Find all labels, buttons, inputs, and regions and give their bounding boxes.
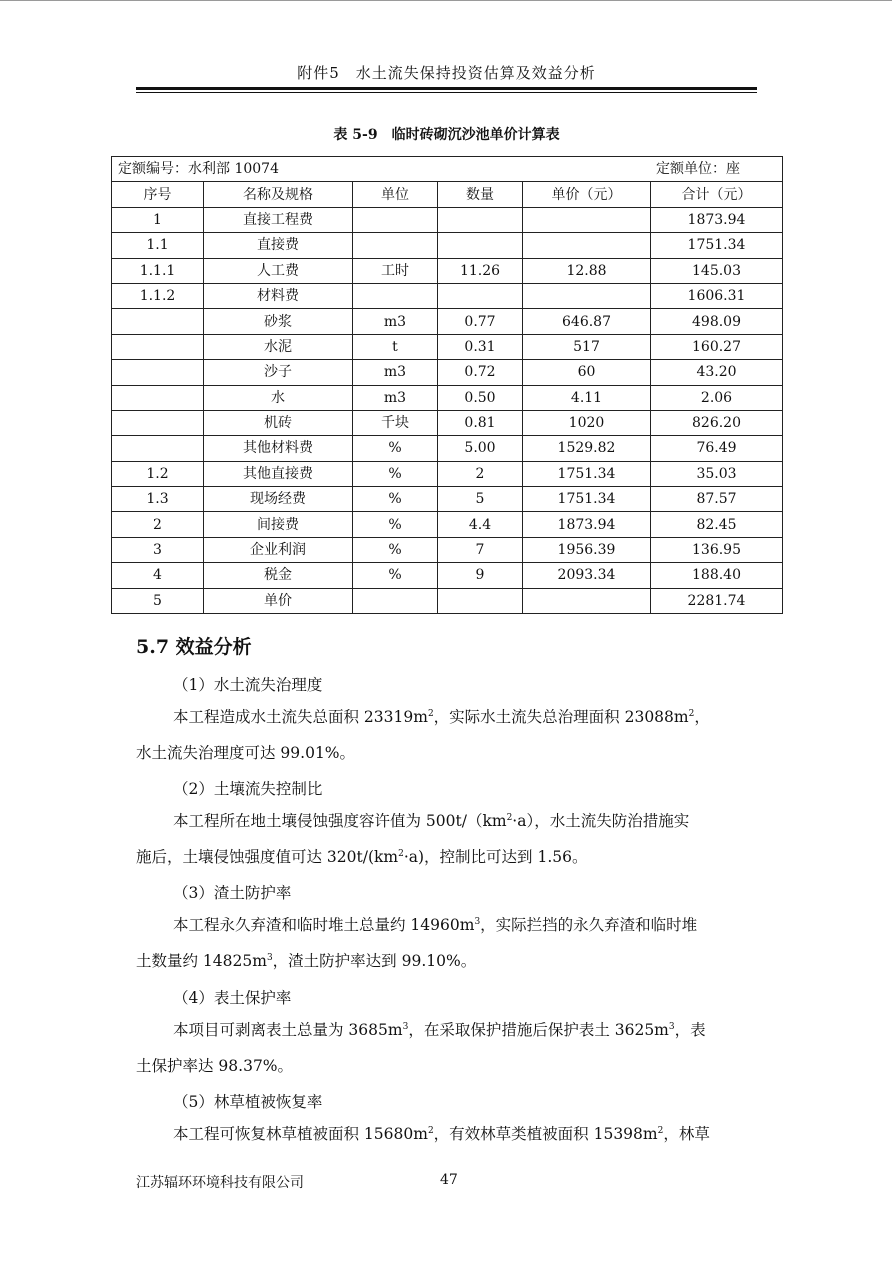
unit-price-table	[111, 156, 783, 614]
table-row	[112, 537, 783, 562]
table-cell: 2	[438, 461, 523, 486]
table-cell: 1606.31	[651, 283, 783, 308]
table-cell	[112, 410, 204, 435]
table-row	[112, 334, 783, 359]
table-cell	[112, 436, 204, 461]
paragraph-line: 施后，土壤侵蚀强度值可达 $320t/(km^2\cdot a)$，控制比可达到 1.56。	[136, 848, 588, 866]
table-cell: 0.72	[438, 360, 523, 385]
table-cell: 1956.39	[523, 537, 651, 562]
table-cell: 646.87	[523, 309, 651, 334]
table-cell: 9	[438, 563, 523, 588]
table-cell	[438, 207, 523, 232]
table-cell	[353, 233, 438, 258]
table-row	[112, 410, 783, 435]
table-row	[112, 563, 783, 588]
table-cell: 2093.34	[523, 563, 651, 588]
table-cell: 1529.82	[523, 436, 651, 461]
table-cell: 其他材料费	[204, 436, 353, 461]
table-cell	[112, 360, 204, 385]
table-cell: 517	[523, 334, 651, 359]
table-row	[112, 258, 783, 283]
table-cell: 5	[438, 487, 523, 512]
table-cell: 0.77	[438, 309, 523, 334]
table-cell: 1.1.1	[112, 258, 204, 283]
paragraph-line: 本工程造成水土流失总面积 $23319m^2$，实际水土流失总治理面积 $23088m^2$，	[173, 708, 710, 726]
col-header: 数量	[438, 182, 523, 207]
table-cell: 43.20	[651, 360, 783, 385]
table-cell: 人工费	[204, 258, 353, 283]
table-cell	[112, 334, 204, 359]
table-cell: 工时	[353, 258, 438, 283]
item-heading: （3）渣土防护率	[173, 884, 292, 902]
paragraph-line: 水土流失治理度可达 99.01%。	[136, 744, 356, 762]
item-heading: （4）表土保护率	[173, 989, 292, 1007]
table-cell: 12.88	[523, 258, 651, 283]
table-cell: 单价	[204, 588, 353, 613]
table-cell	[523, 233, 651, 258]
section-title: 5.7 效益分析	[136, 636, 252, 658]
table-cell: 3	[112, 537, 204, 562]
table-cell: 1020	[523, 410, 651, 435]
table-cell	[438, 283, 523, 308]
table-title: 表 5-9 临时砖砌沉沙池单价计算表	[333, 127, 560, 143]
table-cell: 千块	[353, 410, 438, 435]
table-cell	[438, 233, 523, 258]
table-cell: %	[353, 563, 438, 588]
table-cell: 4.4	[438, 512, 523, 537]
table-cell: 1.1.2	[112, 283, 204, 308]
table-cell: 1873.94	[523, 512, 651, 537]
table-cell: t	[353, 334, 438, 359]
table-cell: 沙子	[204, 360, 353, 385]
table-cell: 145.03	[651, 258, 783, 283]
footer-company: 江苏辐环环境科技有限公司	[136, 1175, 304, 1191]
table-cell: %	[353, 537, 438, 562]
table-row	[112, 588, 783, 613]
paragraph-line: 本项目可剥离表土总量为 $3685m^3$，在采取保护措施后保护表土 $3625m^3$，表	[173, 1021, 706, 1039]
quota-unit: 定额单位：座	[656, 161, 740, 178]
table-row	[112, 360, 783, 385]
table-cell: 2	[112, 512, 204, 537]
table-cell	[353, 283, 438, 308]
table-cell	[112, 385, 204, 410]
table-cell: 826.20	[651, 410, 783, 435]
table-cell: 4	[112, 563, 204, 588]
table-cell: m3	[353, 309, 438, 334]
col-header: 单位	[353, 182, 438, 207]
page-header: 附件5 水土流失保持投资估算及效益分析	[297, 64, 596, 82]
item-heading: （1）水土流失治理度	[173, 676, 323, 694]
table-cell	[353, 588, 438, 613]
table-cell: m3	[353, 360, 438, 385]
item-paragraph	[136, 1012, 758, 1084]
table-cell: 1751.34	[523, 487, 651, 512]
table-cell: 136.95	[651, 537, 783, 562]
col-header: 名称及规格	[204, 182, 353, 207]
table-cell: 砂浆	[204, 309, 353, 334]
paragraph-line: 本工程永久弃渣和临时堆土总量约 $14960m^3$，实际拦挡的永久弃渣和临时堆	[173, 916, 698, 934]
table-cell: 企业利润	[204, 537, 353, 562]
item-heading: （2）土壤流失控制比	[173, 780, 323, 798]
table-cell: 5.00	[438, 436, 523, 461]
page-number: 47	[440, 1172, 458, 1188]
table-cell: 现场经费	[204, 487, 353, 512]
table-cell: %	[353, 436, 438, 461]
table-cell: %	[353, 512, 438, 537]
table-cell: 直接费	[204, 233, 353, 258]
table-cell: m3	[353, 385, 438, 410]
quota-number: 定额编号：水利部 10074	[118, 161, 279, 178]
table-cell	[523, 588, 651, 613]
table-cell: 水	[204, 385, 353, 410]
table-row	[112, 283, 783, 308]
paragraph-line: 土保护率达 98.37%。	[136, 1057, 294, 1075]
table-cell: 5	[112, 588, 204, 613]
table-cell: 1.1	[112, 233, 204, 258]
table-row	[112, 436, 783, 461]
paragraph-line: 本工程可恢复林草植被面积 $15680m^2$，有效林草类植被面积 $15398m^2$，林草	[173, 1125, 710, 1143]
table-cell: 160.27	[651, 334, 783, 359]
header-rule-thin	[136, 92, 757, 93]
table-body	[112, 207, 783, 613]
col-header: 序号	[112, 182, 204, 207]
table-cell: 0.31	[438, 334, 523, 359]
table-cell: 0.81	[438, 410, 523, 435]
table-row	[112, 309, 783, 334]
table-row	[112, 207, 783, 232]
table-cell: 材料费	[204, 283, 353, 308]
table-cell: 税金	[204, 563, 353, 588]
table-row	[112, 487, 783, 512]
item-paragraph	[136, 907, 758, 979]
top-border	[0, 0, 892, 1]
table-row	[112, 461, 783, 486]
table-cell: %	[353, 487, 438, 512]
item-paragraph	[136, 1116, 758, 1152]
item-paragraph	[136, 699, 758, 771]
table-cell: 水泥	[204, 334, 353, 359]
paragraph-line: 土数量约 $14825m^3$，渣土防护率达到 99.10%。	[136, 952, 477, 970]
table-cell: 间接费	[204, 512, 353, 537]
table-cell: %	[353, 461, 438, 486]
table-cell: 2.06	[651, 385, 783, 410]
item-heading: （5）林草植被恢复率	[173, 1093, 323, 1111]
table-row	[112, 385, 783, 410]
table-cell: 直接工程费	[204, 207, 353, 232]
paragraph-line: 本工程所在地土壤侵蚀强度容许值为 $500t/(km^2\cdot a)$，水土流失防治措施实	[173, 812, 690, 830]
table-cell: 1751.34	[651, 233, 783, 258]
table-cell: 76.49	[651, 436, 783, 461]
table-header-row	[112, 182, 783, 207]
table-cell: 1	[112, 207, 204, 232]
table-cell	[353, 207, 438, 232]
table-cell: 35.03	[651, 461, 783, 486]
header-rule-thick	[136, 87, 757, 90]
col-header: 合计（元）	[651, 182, 783, 207]
table-cell: 60	[523, 360, 651, 385]
table-cell: 机砖	[204, 410, 353, 435]
table-row	[112, 512, 783, 537]
table-row	[112, 233, 783, 258]
table-cell: 1873.94	[651, 207, 783, 232]
table-cell: 0.50	[438, 385, 523, 410]
table-cell: 188.40	[651, 563, 783, 588]
table-cell	[523, 207, 651, 232]
table-cell	[112, 309, 204, 334]
table-cell: 498.09	[651, 309, 783, 334]
quota-row	[112, 157, 783, 182]
table-cell: 其他直接费	[204, 461, 353, 486]
table-cell: 11.26	[438, 258, 523, 283]
table-cell: 87.57	[651, 487, 783, 512]
table-cell: 2281.74	[651, 588, 783, 613]
table-cell: 1.3	[112, 487, 204, 512]
table-cell: 1751.34	[523, 461, 651, 486]
table-cell	[438, 588, 523, 613]
table-cell	[523, 283, 651, 308]
item-paragraph	[136, 803, 758, 875]
table-cell: 4.11	[523, 385, 651, 410]
table-cell: 7	[438, 537, 523, 562]
col-header: 单价（元）	[523, 182, 651, 207]
table-cell: 82.45	[651, 512, 783, 537]
table-cell: 1.2	[112, 461, 204, 486]
